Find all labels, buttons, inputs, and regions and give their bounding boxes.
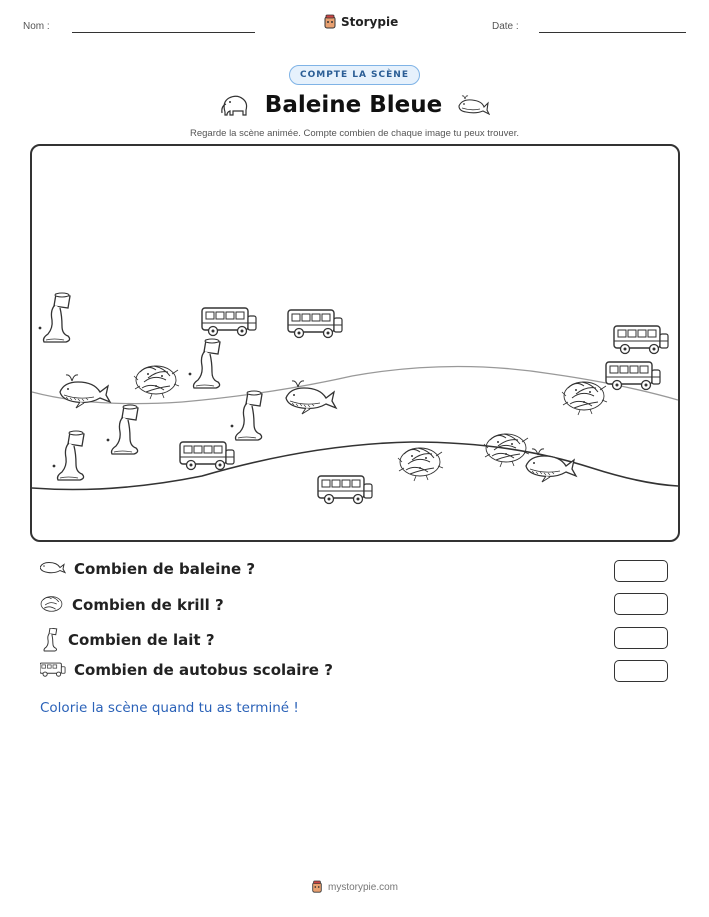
date-label: Date : xyxy=(492,21,519,32)
milk-icon xyxy=(40,628,60,652)
krill-item xyxy=(134,366,179,399)
krill-item xyxy=(562,382,607,415)
question-text: Combien de lait ? xyxy=(68,631,215,649)
milk-item xyxy=(39,293,70,342)
title-row xyxy=(0,92,709,118)
name-label: Nom : xyxy=(23,21,50,32)
answer-box-krill[interactable] xyxy=(614,593,668,615)
page-title: Baleine Bleue xyxy=(264,92,443,118)
activity-badge: COMPTE LA SCÈNE xyxy=(289,65,420,85)
whale-icon xyxy=(456,94,490,116)
question-text: Combien de autobus scolaire ? xyxy=(74,661,333,679)
footer xyxy=(311,880,398,894)
whale-item xyxy=(286,381,336,414)
date-field[interactable] xyxy=(539,32,686,33)
coloring-instruction: Colorie la scène quand tu as terminé ! xyxy=(40,700,299,716)
elephant-icon xyxy=(219,92,251,118)
question-text: Combien de krill ? xyxy=(72,596,224,614)
question-row xyxy=(40,594,224,616)
whale-icon xyxy=(40,560,66,578)
bus-item xyxy=(288,310,342,338)
milk-item xyxy=(107,405,138,454)
answer-box-milk[interactable] xyxy=(614,627,668,649)
krill-item xyxy=(398,448,443,481)
question-row xyxy=(40,628,215,652)
storypie-logo xyxy=(323,14,398,30)
scene-illustration xyxy=(32,146,678,540)
counting-scene xyxy=(30,144,680,542)
milk-item xyxy=(53,431,84,480)
bus-icon xyxy=(40,661,66,679)
brand-name: Storypie xyxy=(341,15,399,29)
milk-item xyxy=(231,391,262,440)
bus-item xyxy=(202,308,256,336)
storypie-mascot-icon xyxy=(311,880,323,894)
bus-item xyxy=(180,442,234,470)
instructions: Regarde la scène animée. Compte combien de chaque image tu peux trouver. xyxy=(189,128,519,139)
whale-item xyxy=(526,449,576,482)
milk-item xyxy=(189,339,220,388)
bus-item xyxy=(614,326,668,354)
bus-item xyxy=(606,362,660,390)
storypie-mascot-icon xyxy=(323,14,337,30)
answer-box-bus[interactable] xyxy=(614,660,668,682)
krill-icon xyxy=(40,594,64,616)
name-field[interactable] xyxy=(72,32,255,33)
answer-box-whale[interactable] xyxy=(614,560,668,582)
question-row xyxy=(40,560,255,578)
footer-url[interactable]: mystorypie.com xyxy=(327,881,398,893)
bus-item xyxy=(318,476,372,504)
question-text: Combien de baleine ? xyxy=(74,560,256,578)
question-row xyxy=(40,661,333,679)
